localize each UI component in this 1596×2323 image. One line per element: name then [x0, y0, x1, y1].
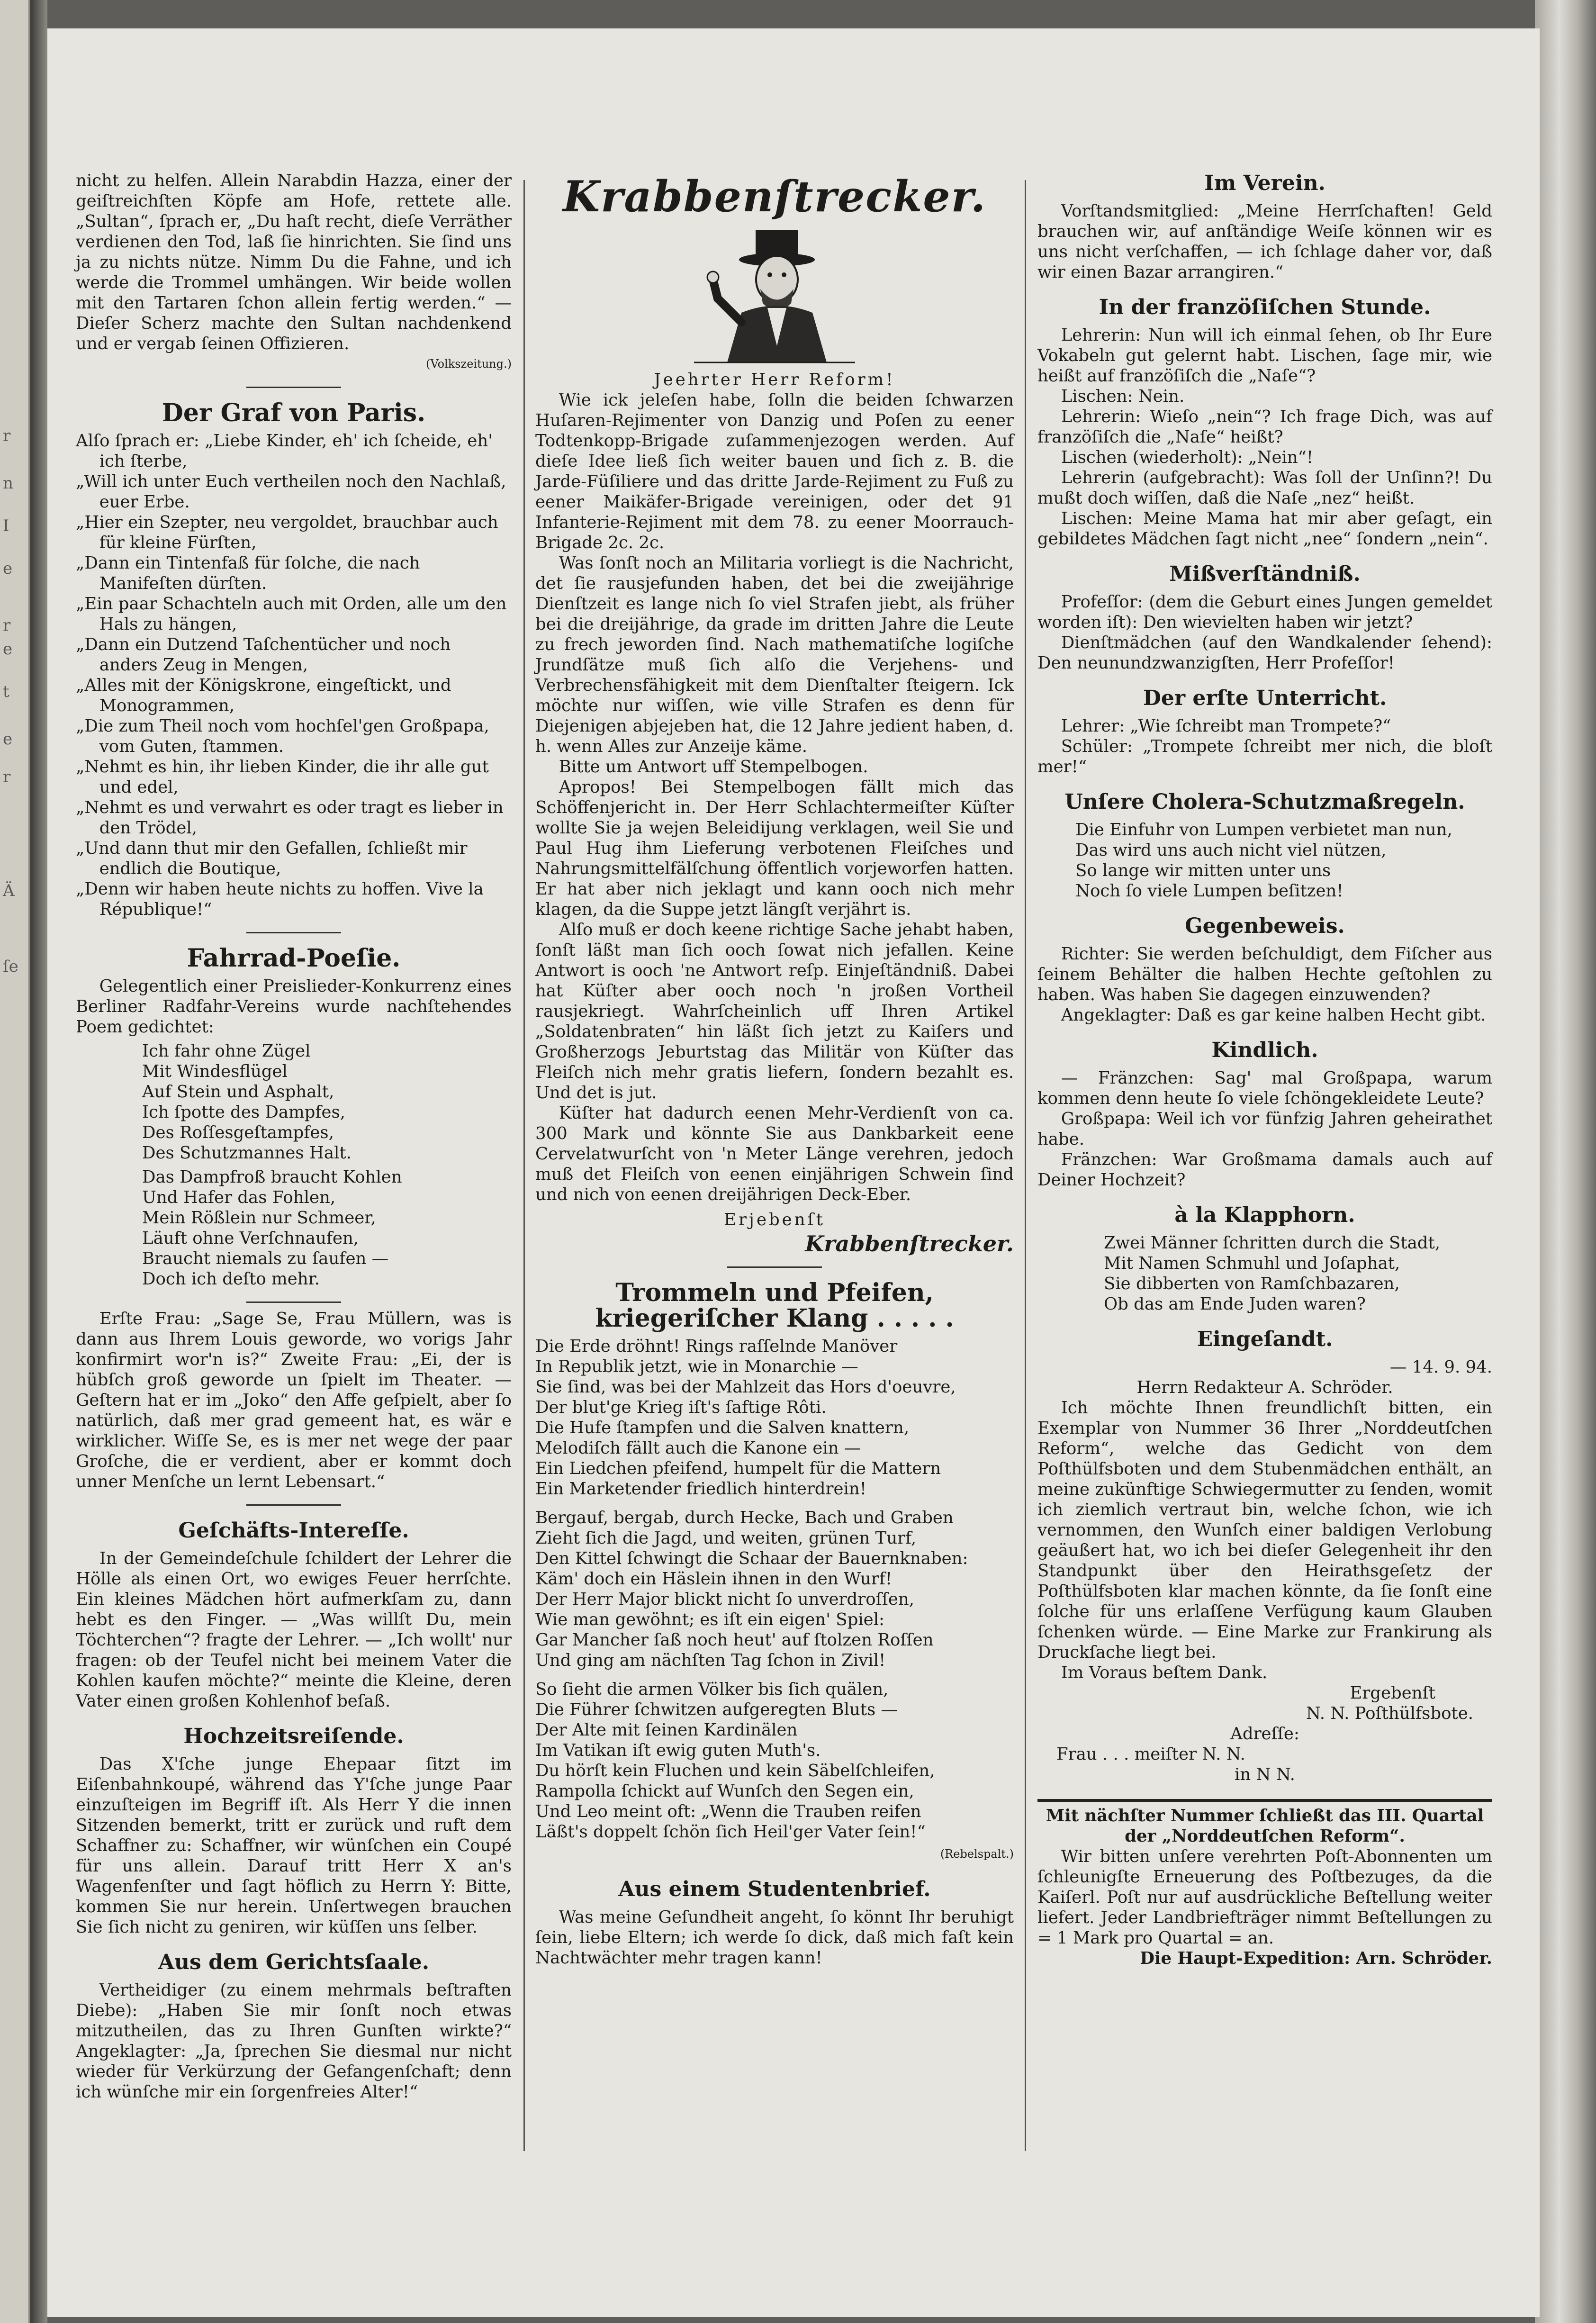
poem-line: „Die zum Theil noch vom hochſel'gen Großpapa, vom Guten, ſtammen. [76, 716, 489, 756]
book-gutter [30, 0, 47, 2323]
trommel-source: (Rebelspalt.) [940, 1847, 1014, 1861]
verein-title: Im Verein. [1204, 171, 1325, 195]
poem-line: Mein Rößlein nur Schmeer, [142, 1208, 376, 1228]
column-rule [1025, 180, 1026, 2151]
geschaeft-text: In der Gemeindeſchule ſchildert der Lehrer die Hölle als einen Ort, wo ewiges Feuer herrſchte. Ein kleines Mädchen hört aufmerkſam zu, dann hebt es den Finger. — „Was willſt Du, mein Töchterchen“? fragte der Lehrer. — „Ich wollt' nur fragen: ob der Teufel nicht bei meinem Vater die Kohlen kaufen möchte?“ meinte die Kleine, deren Vater einen großen Kohlenhof beſaß. [76, 1549, 512, 1711]
poem-line: Der Alte mit ſeinen Kardinälen [535, 1720, 798, 1740]
column-right [1037, 171, 1492, 1969]
gericht-title: Aus dem Gerichtsſaale. [158, 1950, 430, 1974]
dialogue-line: Lischen: Meine Mama hat mir aber geſagt, ein gebildetes Mädchen ſagt nicht „nee“ ſondern „nein“. [1037, 509, 1492, 549]
adresse-line: in N N. [1235, 1765, 1295, 1784]
poem-line: Gar Mancher ſaß noch heut' auf ſtolzen Roſſen [535, 1630, 934, 1650]
letter-paragraph: Alſo muß er doch keene richtige Sache jehabt haben, ſonſt läßt man ſich ooch ſowat nich jefallen. Keine Antwort is ooch 'ne Antwort reſp. Einjeſtändniß. Dabei hat Küſter aber ooch noch 'n jroßen Vortheil rausjekriegt. Wahrſcheinlich uff Ihren Artikel „Soldatenbraten“ hin läßt ſich jetzt zu Kaiſers und Großherzogs Jeburtstag das Militär von Küſter das Fleiſch nich mehr gratis liefern, ſondern bezahlt es. Und det is jut. [535, 920, 1014, 1103]
eingesandt-sender: N. N. Poſthülfsbote. [1306, 1704, 1473, 1723]
poem-line: Ich ſpotte des Dampfes, [142, 1103, 346, 1122]
left-page-fragment: t [3, 682, 9, 701]
poem-line: Der Herr Major blickt nicht ſo unverdroſſen, [535, 1590, 915, 1609]
poem-line: Im Vatikan iſt ewig guten Muth's. [535, 1741, 821, 1760]
poem-line: Rampolla ſchickt auf Wunſch den Segen ein, [535, 1781, 914, 1801]
kindlich-title: Kindlich. [1211, 1038, 1318, 1062]
section-divider [246, 387, 341, 388]
fahrrad-stanza [142, 1167, 512, 1289]
left-page-fragment: r [3, 768, 11, 786]
poem-line: „Denn wir haben heute nichts zu hoffen. Vive la République!“ [76, 879, 484, 919]
klapp-poem [1104, 1233, 1492, 1314]
krabben-title: Krabbenſtrecker. [562, 172, 987, 222]
top-hat-man-illustration [685, 227, 865, 365]
cholera-poem [1075, 820, 1492, 901]
intro-source: (Volkszeitung.) [426, 357, 512, 371]
letter-paragraph: Apropos! Bei Stempelbogen fällt mich das Schöffenjericht in. Der Herr Schlachtermeiſter Küſter wollte Sie ja wejen Beleidijung verklagen, weil Sie und Paul Hug ihm Lieferung verbotenen Fleiſches und Nahrungsmittelfälſchung öffentlich vorjeworfen hatten. Er hat aber nich jeklagt und kann ooch nich mehr klagen, da die Suppe jetzt längſt verjährt is. [535, 777, 1014, 919]
poem-line: Und Leo meint oft: „Wenn die Trauben reifen [535, 1802, 921, 1821]
poem-line: Das wird uns auch nicht viel nützen, [1075, 841, 1387, 860]
poem-line: Noch ſo viele Lumpen beſitzen! [1075, 881, 1344, 901]
poem-line: So ſieht die armen Völker bis ſich quälen, [535, 1680, 889, 1699]
left-page-edge [0, 0, 30, 2323]
gericht-text: Vertheidiger (zu einem mehrmals beſtraften Diebe): „Haben Sie mir ſonſt noch etwas mitzutheilen, das zu Ihren Gunſten wirkte?“ Angeklagter: „Ja, ſprechen Sie diesmal nur nicht wieder für Verkürzung der Gefangenſchaft; denn ich wünſche mir ein ſorgenfreies Alter!“ [76, 1980, 512, 2102]
gegen-title: Gegenbeweis. [1185, 914, 1345, 938]
left-page-fragment: r [3, 616, 11, 635]
dialogue-line: — Fränzchen: Sag' mal Großpapa, warum kommen denn heute ſo viele ſchöngekleidete Leute? [1037, 1068, 1492, 1108]
notice-text: Wir bitten unſere verehrten Poſt-Abonnenten um ſchleunigſte Erneuerung des Poſtbezuges, da die Kaiſerl. Poſt nur auf ausdrückliche Beſtellung weiter liefert. Jeder Landbriefträger nimmt Beſtellungen zu = 1 Mark pro Quartal = an. [1037, 1847, 1492, 1948]
poem-line: Die Erde dröhnt! Rings raſſelnde Manöver [535, 1337, 898, 1356]
poem-line: Melodiſch fällt auch die Kanone ein — [535, 1438, 861, 1458]
poem-line: „Ein paar Schachteln auch mit Orden, alle um den Hals zu hängen, [76, 594, 507, 634]
left-page-fragment: n [3, 474, 13, 493]
eingesandt-thanks: Im Voraus beſtem Dank. [1061, 1663, 1268, 1682]
page-stack-edge [1535, 0, 1596, 2323]
frau-dialogue: Erſte Frau: „Sage Se, Frau Müllern, was is dann aus Ihrem Louis geworde, wo vorigs Jahr konfirmirt wor'n is?“ Zweite Frau: „Ei, der is hübſch groß geworde un ſpielt im Theater. — Geſtern hat er im „Joko“ den Affe geſpielt, aber ſo natürlich, daß mer grad gemeent hat, es wär e wirklicher. Wiſſe Se, es is mer net wege der paar Groſche, die er verdient, aber er kommt doch unner Menſche un lernt Lebensart.“ [76, 1309, 512, 1491]
poem-line: Zieht ſich die Jagd, und weiten, grünen Turf, [535, 1528, 917, 1548]
letter-greeting: Jeehrter Herr Reform! [654, 370, 895, 389]
dialogue-line: Richter: Sie werden beſchuldigt, dem Fiſcher aus ſeinem Behälter die halben Hechte geſtohlen zu haben. Was haben Sie dagegen einzuwenden? [1037, 944, 1492, 1004]
poem-line: Und ging am nächſten Tag ſchon in Zivil! [535, 1651, 886, 1670]
letter-paragraph: Küſter hat dadurch eenen Mehr-Verdienſt von ca. 300 Mark und könnte Sie aus Dankbarkeit eene Cervelatwurſcht von 'n Meter Länge verehren, jedoch muß det Fleiſch von eenen einjährigen Schwein ſind und nich von eenen dreijährigen Deck-Eber. [535, 1103, 1014, 1204]
klapp-title: à la Klapphorn. [1174, 1203, 1355, 1227]
poem-line: Des Schutzmannes Halt. [142, 1143, 352, 1163]
poem-line: Du hörſt kein Fluchen und kein Säbelſchleifen, [535, 1761, 935, 1781]
letter-paragraph: Wie ick jeleſen habe, ſolln die beiden ſchwarzen Huſaren-Rejimenter von Danzig und Poſen zu eener Todtenkopp-Brigade zuſammenjezogen werden. Auf dieſe Idee ließ ſich weiter bauen und ſich z. B. die Jarde-Füſiliere und das dritte Jarde-Rejiment zu Fuß zu eener Maikäfer-Brigade vereinigen, oder det 91 Infanterie-Rejiment mit dem 78. zu eener Moorrauch-Brigade 2c. 2c. [535, 390, 1014, 552]
verein-text: Vorſtandsmitglied: „Meine Herrſchaften! Geld brauchen wir, auf anſtändige Weiſe können wir es uns nicht verſchaffen, — ich ſchlage daher vor, daß wir einen Bazar arrangiren.“ [1037, 201, 1492, 282]
student-title: Aus einem Studentenbrief. [618, 1877, 931, 1901]
fahrrad-title: Fahrrad-Poeſie. [187, 944, 401, 973]
poem-line: „Und dann thut mir den Gefallen, ſchließt mir endlich die Boutique, [76, 839, 468, 878]
left-page-fragment: e [3, 640, 13, 659]
letter-paragraph: Bitte um Antwort uff Stempelbogen. [559, 757, 868, 777]
subscription-notice [1037, 1799, 1492, 1969]
cholera-title: Unſere Cholera-Schutzmaßregeln. [1064, 790, 1465, 814]
section-divider [246, 1302, 341, 1303]
eingesandt-closing: Ergebenſt [1350, 1683, 1435, 1703]
poem-line: Der blut'ge Krieg iſt's ſaftige Rôti. [535, 1398, 827, 1417]
poem-line: Sie dibberten von Ramſchbazaren, [1104, 1274, 1400, 1293]
poem-line: Läßt's doppelt ſchön ſich Heil'ger Vater ſein!“ [535, 1822, 926, 1842]
poem-line: Des Roſſesgeſtampfes, [142, 1123, 334, 1142]
dialogue-line: Großpapa: Weil ich vor fünfzig Jahren geheirathet habe. [1037, 1109, 1492, 1149]
unterricht-title: Der erſte Unterricht. [1143, 686, 1387, 710]
trommel-stanza [535, 1336, 1014, 1499]
poem-line: So lange wir mitten unter uns [1075, 861, 1331, 880]
column-left [76, 171, 512, 2102]
notice-title: Mit nächſter Nummer ſchließt das III. Quartal der „Norddeutſchen Reform“. [1046, 1806, 1484, 1846]
trommel-subtitle: kriegeriſcher Klang . . . . . [595, 1304, 954, 1333]
poem-line: Bergauf, bergab, durch Hecke, Bach und Graben [535, 1508, 954, 1528]
section-divider [246, 1504, 341, 1506]
poem-line: „Dann ein Tintenfaß für ſolche, die nach Manifeſten dürſten. [76, 553, 420, 593]
poem-line: „Hier ein Szepter, neu vergoldet, brauchbar auch für kleine Fürſten, [76, 513, 498, 552]
franz-title: In der franzöſiſchen Stunde. [1099, 295, 1431, 319]
poem-line: „Dann ein Dutzend Taſchentücher und noch anders Zeug in Mengen, [76, 635, 451, 675]
poem-line: Die Einfuhr von Lumpen verbietet man nun, [1075, 820, 1452, 840]
eingesandt-date: — 14. 9. 94. [1389, 1357, 1492, 1377]
dialogue-line: Lehrerin (aufgebracht): Was ſoll der Unſinn?! Du mußt doch wiſſen, daß die Naſe „nez“ heißt. [1037, 468, 1492, 508]
poem-line: Ein Marketender friedlich hinterdrein! [535, 1479, 866, 1499]
graf-poem [76, 431, 512, 920]
hochzeit-title: Hochzeitsreiſende. [183, 1724, 404, 1748]
poem-line: In Republik jetzt, wie in Monarchie — [535, 1357, 858, 1376]
trommel-stanza [535, 1679, 1014, 1842]
poem-line: Mit Namen Schmuhl und Joſaphat, [1104, 1254, 1400, 1273]
dialogue-line: Dienſtmädchen (auf den Wandkalender ſehend): Den neunundzwanzigſten, Herr Profeſſor! [1037, 633, 1492, 673]
dialogue-line: Angeklagter: Daß es gar keine halben Hecht gibt. [1061, 1005, 1486, 1025]
poem-line: „Nehmt es hin, ihr lieben Kinder, die ihr alle gut und edel, [76, 757, 489, 797]
notice-footer: Die Haupt-Expedition: Arn. Schröder. [1140, 1949, 1492, 1968]
fahrrad-intro: Gelegentlich einer Preislieder-Konkurrenz eines Berliner Radfahr-Vereins wurde nachſtehendes Poem gedichtet: [76, 976, 512, 1037]
left-page-fragment: e [3, 559, 13, 578]
dialogue-line: Schüler: „Trompete ſchreibt mer nich, die bloſt mer!“ [1037, 737, 1492, 777]
poem-line: Und Hafer das Fohlen, [142, 1188, 336, 1207]
poem-line: Ich fahr ohne Zügel [142, 1041, 311, 1061]
eingesandt-addressee: Herrn Redakteur A. Schröder. [1136, 1378, 1393, 1397]
eingesandt-title: Eingeſandt. [1197, 1327, 1333, 1351]
dialogue-line: Lischen (wiederholt): „Nein“! [1061, 448, 1314, 467]
poem-line: Braucht niemals zu ſaufen — [142, 1249, 389, 1268]
dialogue-line: Lehrerin: Nun will ich einmal ſehen, ob Ihr Eure Vokabeln gut gelernt habt. Lischen, ſage mir, wie heißt auf franzöſiſch die „Naſe“? [1037, 325, 1492, 386]
left-page-fragment: ſe [3, 957, 18, 976]
dialogue-line: Lehrer: „Wie ſchreibt man Trompete?“ [1061, 716, 1391, 736]
poem-line: „Will ich unter Euch vertheilen noch den Nachlaß, euer Erbe. [76, 472, 506, 512]
fahrrad-stanza [142, 1041, 512, 1163]
dialogue-line: Lischen: Nein. [1061, 387, 1185, 406]
letter-closing: Erjebenſt [724, 1210, 825, 1229]
poem-line: Wie man gewöhnt; es iſt ein eigen' Spiel: [535, 1610, 885, 1629]
dialogue-line: Profeſſor: (dem die Geburt eines Jungen gemeldet worden iſt): Den wievielten haben wir jetzt? [1037, 592, 1492, 632]
geschaeft-title: Geſchäfts-Intereſſe. [178, 1519, 409, 1543]
poem-line: Käm' doch ein Häslein ihnen in den Wurf! [535, 1569, 893, 1589]
trommel-stanza [535, 1508, 1014, 1671]
newspaper-page [47, 28, 1540, 2317]
poem-line: Zwei Männer ſchritten durch die Stadt, [1104, 1233, 1441, 1253]
poem-line: Ob das am Ende Juden waren? [1104, 1294, 1366, 1314]
poem-line: Alſo ſprach er: „Liebe Kinder, eh' ich ſcheide, eh' ich ſterbe, [76, 431, 493, 471]
letter-paragraph: Was ſonſt noch an Militaria vorliegt is die Nachricht, det ſie rausjefunden haben, det bei die zweijährige Dienſtzeit es lange nich ſo viel Strafen jiebt, als früher bei die dreijährige, da grade im dritten Jahre die Leute zu frech jeworden ſind. Nach mathematiſche logiſche Jrundſätze muß ſich alſo die Verjehens- und Verbrechensfähigkeit mit dem Dienſtalter ſteigern. Ick möchte nur wiſſen, wie ville Strafen es denn für Diejenigen abjejeben hat, die 12 Jahre jedient haben, d. h. wenn Alles zur Anzeije käme. [535, 553, 1014, 756]
left-page-fragment: e [3, 730, 13, 749]
poem-line: „Alles mit der Königskrone, eingeſtickt, und Monogrammen, [76, 676, 451, 715]
column-middle [535, 171, 1014, 1968]
graf-title: Der Graf von Paris. [162, 398, 426, 427]
trommel-title: Trommeln und Pfeifen, [615, 1278, 934, 1307]
dialogue-line: Fränzchen: War Großmama damals auch auf Deiner Hochzeit? [1037, 1150, 1492, 1190]
poem-line: Den Kittel ſchwingt die Schaar der Bauernknaben: [535, 1549, 968, 1568]
hochzeit-text: Das X'ſche junge Ehepaar ſitzt im Eiſenbahnkoupé, während das Y'ſche junge Paar einzuſteigen im Begriff iſt. Als Herr Y die innen Sitzenden bemerkt, tritt er zurück und ruft dem Schaffner zu: Schaffner, wir wünſchen ein Coupé für uns allein. Darauf tritt Herr X an's Wagenfenſter und ſagt höflich zu Herrn Y: Bitte, kommen Sie nur herein. Unſertwegen brauchen Sie ſich nicht zu geniren, wir küſſen uns ſelber. [76, 1754, 512, 1937]
miss-title: Mißverſtändniß. [1169, 562, 1361, 586]
student-text: Was meine Geſundheit angeht, ſo könnt Ihr beruhigt ſein, liebe Eltern; ich werde ſo dick, daß mich faſt kein Nachtwächter mehr tragen kann! [535, 1907, 1014, 1968]
poem-line: Mit Windesflügel [142, 1062, 288, 1081]
poem-line: Die Hufe ſtampfen und die Salven knattern, [535, 1418, 909, 1437]
letter-signature: Krabbenſtrecker. [805, 1231, 1014, 1256]
section-divider [727, 1266, 822, 1268]
eingesandt-text: Ich möchte Ihnen freundlichſt bitten, ein Exemplar von Nummer 36 Ihrer „Norddeutſchen Reform“, welche das Gedicht von dem Poſthülfsboten und dem Stubenmädchen enthält, an meine zukünftige Schwiegermutter zu ſenden, womit ich ziemlich vertraut bin, welche ſchon, wie ich vernommen, den Wunſch einer baldigen Verlobung geäußert hat, wo ich bei dieſer Gelegenheit ihr den Standpunkt über den Heirathsgeſetz der Poſthülfsboten klar machen könnte, da ſie ſonſt eine ſolche für uns erlaſſene Verfügung kaum Glauben ſchenken würde. — Eine Marke zur Frankirung als Druckſache liegt bei. [1037, 1398, 1492, 1662]
poem-line: Sie ſind, was bei der Mahlzeit das Hors d'oeuvre, [535, 1377, 956, 1397]
adresse-label: Adreſſe: [1230, 1724, 1299, 1744]
adresse-line: Frau . . . meiſter N. N. [1056, 1745, 1245, 1764]
poem-line: Die Führer ſchwitzen aufgeregten Bluts — [535, 1700, 898, 1719]
poem-line: Ein Liedchen pfeifend, humpelt für die Mattern [535, 1459, 941, 1478]
poem-line: Doch ich deſto mehr. [142, 1269, 320, 1289]
left-page-fragment: I [3, 516, 9, 535]
poem-line: Das Dampfroß braucht Kohlen [142, 1167, 402, 1187]
section-divider [246, 932, 341, 933]
left-page-fragment: r [3, 426, 11, 445]
left-page-fragment: Ä [3, 881, 15, 900]
poem-line: Auf Stein und Asphalt, [142, 1082, 334, 1102]
poem-line: Läuft ohne Verſchnaufen, [142, 1229, 359, 1248]
dialogue-line: Lehrerin: Wieſo „nein“? Ich frage Dich, was auf franzöſiſch die „Naſe“ heißt? [1037, 407, 1492, 447]
column-rule [523, 180, 525, 2151]
intro-paragraph: nicht zu helfen. Allein Narabdin Hazza, einer der geiſtreichſten Köpfe am Hofe, rettete alle. „Sultan“, ſprach er, „Du haſt recht, dieſe Verräther verdienen den Tod, laß ſie hinrichten. Sie ſind uns ja zu nichts nütze. Nimm Du die Fahne, und ich werde die Trommel umhängen. Wir beide wollen mit den Tartaren ſchon allein fertig werden.“ — Dieſer Scherz machte den Sultan nachdenkend und er vergab ſeinen Offizieren. [76, 171, 512, 353]
poem-line: „Nehmt es und verwahrt es oder tragt es lieber in den Trödel, [76, 798, 504, 838]
